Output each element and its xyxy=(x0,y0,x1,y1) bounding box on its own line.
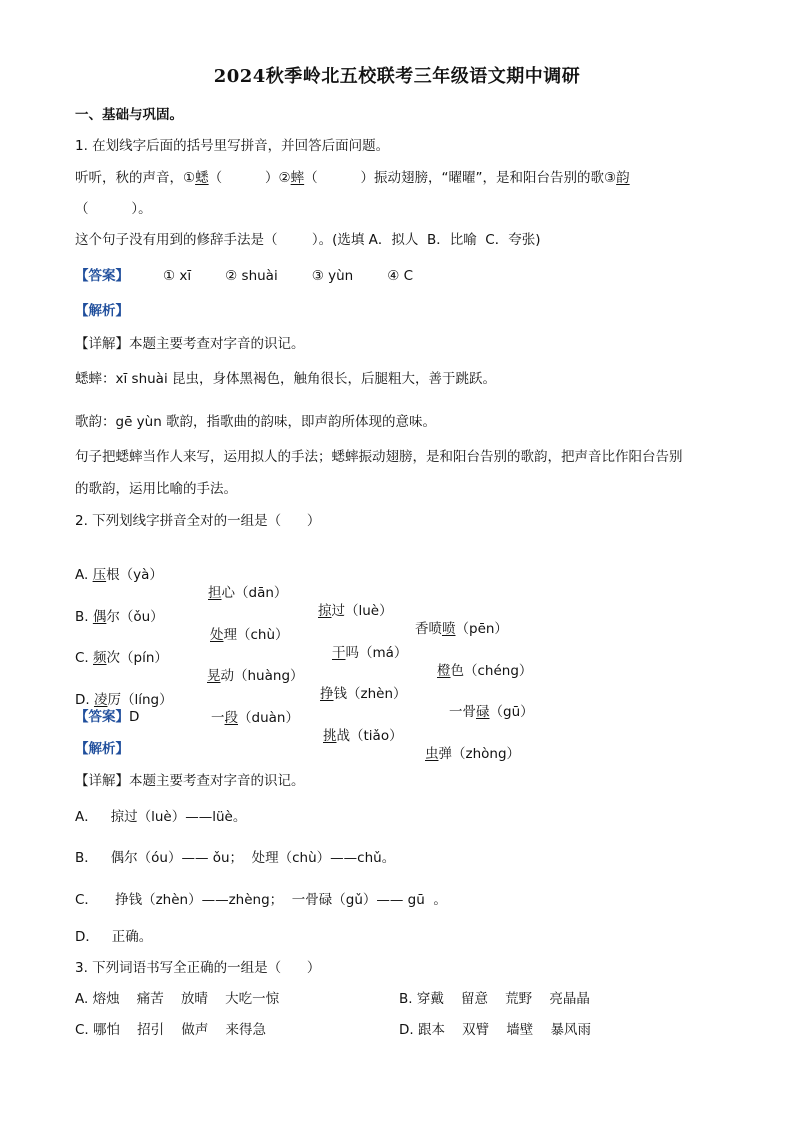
q1-answer-4: ④ C xyxy=(387,268,414,284)
q2-answer-label: 【答案】 xyxy=(75,709,129,725)
q2-item: 掠过（luè） xyxy=(318,603,393,619)
q1-underlined-char: 韵 xyxy=(616,170,630,186)
q1-text-seg: （ ）振动翅膀，“曜曜”，是和阳台告别的歌③ xyxy=(304,170,617,186)
q2-explanation-c: C． 挣钱（zhèn）——zhèng； 一骨碌（gǔ）—— gū 。 xyxy=(75,892,447,908)
q2-item: D. 凌厉（líng） xyxy=(75,692,173,708)
q2-stem: 2. 下列划线字拼音全对的一组是（ ） xyxy=(75,513,321,529)
q1-answer-row xyxy=(75,267,413,285)
q2-item: 橙色（chéng） xyxy=(437,663,533,679)
page-title: 2024秋季岭北五校联考三年级语文期中调研 xyxy=(213,66,581,87)
q1-text-line3: 这个句子没有用到的修辞手法是（ ）。(选填 A．拟人 B．比喻 C．夸张) xyxy=(75,232,541,248)
q3-option-d: D. 跟本 双臂 墙壁 暴风雨 xyxy=(399,1022,591,1038)
q1-underlined-char: 蟀 xyxy=(290,170,305,186)
q1-answer-3: ③ yùn xyxy=(311,268,354,284)
q3-option-b: B. 穿戴 留意 荒野 亮晶晶 xyxy=(399,991,590,1007)
q1-analysis-label: 【解析】 xyxy=(75,303,129,319)
q1-text-line2: （ ）。 xyxy=(75,201,152,217)
q2-item: 挣钱（zhèn） xyxy=(320,686,407,702)
q2-answer-row xyxy=(75,708,139,726)
q2-explanation-a: A． 掠过（luè）——lüè。 xyxy=(75,809,247,825)
q2-item: 一骨碌（gū） xyxy=(449,704,534,720)
q3-option-c: C. 哪怕 招引 做声 来得急 xyxy=(75,1022,267,1038)
q1-answer-label: 【答案】 xyxy=(75,268,129,284)
q1-answer-1: ① xī xyxy=(163,268,192,284)
q1-answer-2: ② shuài xyxy=(225,268,278,284)
q2-item: A. 压根（yà） xyxy=(75,567,163,583)
q1-text-seg: （ ）② xyxy=(208,170,291,186)
q1-explanation-4: 的歌韵，运用比喻的手法。 xyxy=(75,481,237,497)
q1-text-seg: 听听，秋的声音，① xyxy=(75,170,196,186)
q2-item: B. 偶尔（ǒu） xyxy=(75,609,164,625)
q2-item: C. 频次（pín） xyxy=(75,650,168,666)
q2-item: 干吗（má） xyxy=(332,645,408,661)
q3-option-a: A. 熔烛 痛苦 放晴 大吃一惊 xyxy=(75,991,280,1007)
q2-explanation-b: B． 偶尔（óu）—— ǒu； 处理（chù）——chǔ。 xyxy=(75,850,396,866)
q2-explanation-d: D． 正确。 xyxy=(75,929,153,945)
q2-item: 挑战（tiǎo） xyxy=(323,728,403,744)
section-heading: 一、基础与巩固。 xyxy=(75,107,183,123)
q1-explanation-3: 句子把蟋蟀当作人来写，运用拟人的手法；蟋蟀振动翅膀，是和阳台告别的歌韵，把声音比作阳台告别 xyxy=(75,449,683,465)
q1-detail: 【详解】本题主要考查对字音的识记。 xyxy=(75,336,305,352)
q2-item: 香喷喷（pēn） xyxy=(415,621,508,637)
q1-underlined-char: 蟋 xyxy=(195,170,209,186)
q3-stem: 3. 下列词语书写全正确的一组是（ ） xyxy=(75,960,321,976)
q2-item: 虫弹（zhòng） xyxy=(425,746,521,762)
q2-item: 处理（chù） xyxy=(210,627,289,643)
q2-item: 担心（dān） xyxy=(208,585,288,601)
q2-item: 一段（duàn） xyxy=(211,710,299,726)
q1-stem: 1. 在划线字后面的括号里写拼音，并回答后面问题。 xyxy=(75,138,390,154)
q2-answer: D xyxy=(129,709,140,725)
q1-text-line1 xyxy=(75,169,630,187)
q2-item: 晃动（huàng） xyxy=(207,668,304,684)
q1-explanation-2: 歌韵：gē yùn 歌韵，指歌曲的韵味，即声韵所体现的意味。 xyxy=(75,414,437,430)
q2-analysis-label: 【解析】 xyxy=(75,741,129,757)
q2-detail: 【详解】本题主要考查对字音的识记。 xyxy=(75,773,305,789)
q1-explanation-1: 蟋蟀：xī shuài 昆虫，身体黑褐色，触角很长，后腿粗大，善于跳跃。 xyxy=(75,371,496,387)
